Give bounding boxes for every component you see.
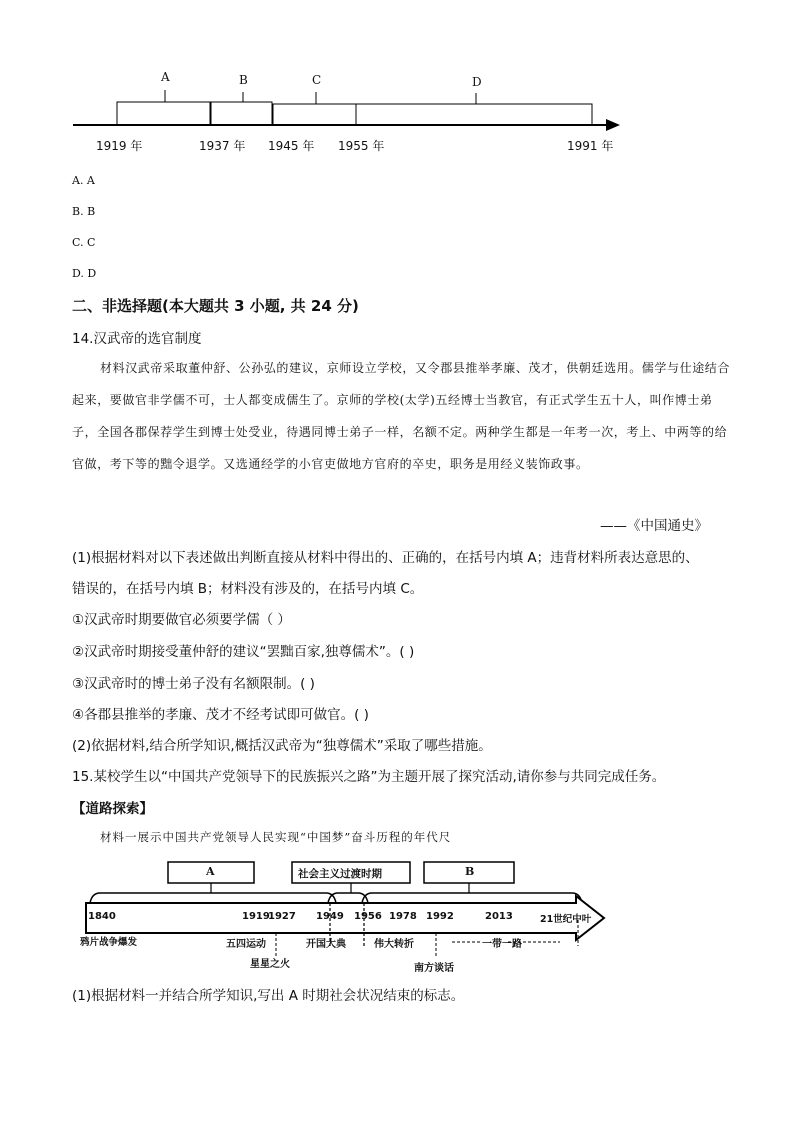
timeline-1-label-d: D [472,75,482,89]
timeline-2-event: 鸦片战争爆发 [80,937,138,948]
timeline-2-event: 开国大典 [306,939,346,950]
timeline-2-year: 1992 [426,911,454,922]
timeline-1-year: 1937 年 [199,139,246,153]
timeline-1-label-c: C [312,73,322,87]
timeline-2-year: 2013 [485,911,513,922]
q15-intro: 15.某校学生以“中国共产党领导下的民族振兴之路”为主题开展了探究活动,请你参与共同完成任务。 [72,769,666,785]
q15-material-title: 材料一展示中国共产党领导人民实现“中国梦”奋斗历程的年代尺 [100,830,452,844]
timeline-2-event: 伟大转折 [374,939,414,950]
timeline-2-event: 五四运动 [226,939,266,950]
timeline-2-year: 1840 [88,911,116,922]
q14-item: ①汉武帝时期要做官必须要学儒（ ） [72,612,291,628]
option-b: B. B [72,205,96,218]
q14-part1-line1: (1)根据材料对以下表述做出判断直接从材料中得出的、正确的，在括号内填 A；违背材料所表达意思的、 [72,550,699,566]
timeline-2-year: 1919 [242,911,270,922]
timeline-2-year: 21世纪中叶 [540,914,592,925]
q14-item: ③汉武帝时的博士弟子没有名额限制。( ) [72,676,315,692]
timeline-2-year: 1949 [316,911,344,922]
timeline-2-box-b: B [465,865,475,878]
timeline-1-year: 1991 年 [567,139,614,153]
q14-part1-line2: 错误的，在括号内填 B；材料没有涉及的，在括号内填 C。 [72,581,424,597]
timeline-2-box-a: A [206,865,215,878]
q14-material: 材料汉武帝采取董仲舒、公孙弘的建议，京师设立学校，又令郡县推举孝廉、茂才，供朝廷选用。儒学与仕途结合起来，要做官非学儒不可，士人都变成儒生了。京师的学校(太学)五经博士当教官，有正式学生五十人，叫作博士弟子，全国各郡保荐学生到博士处受业，待遇同博士弟子一样，名额不定。两种学生都是一年考一次，考上、中两等的给官做，考下等的黜令退学。又选通经学的小官吏做地方官府的卒史，职务是用经义装饰政事。 [72,361,731,471]
timeline-2-year: 1956 [354,911,382,922]
timeline-2-event: 南方谈话 [414,963,454,974]
timeline-1-label-a: A [161,70,170,84]
timeline-1-year: 1955 年 [338,139,385,153]
q14-source: ——《中国通史》 [600,518,708,534]
timeline-1-label-b: B [239,73,248,87]
q15-part1: (1)根据材料一并结合所学知识,写出 A 时期社会状况结束的标志。 [72,988,465,1004]
q14-item: ②汉武帝时期接受董仲舒的建议“罢黜百家,独尊儒术”。( ) [72,644,415,660]
section-title: 二、非选择题(本大题共 3 小题, 共 24 分) [72,297,359,315]
q14-part2: (2)依据材料,结合所学知识,概括汉武帝为“独尊儒术”采取了哪些措施。 [72,738,492,754]
timeline-2-year: 1927 [268,911,296,922]
timeline-1-year: 1919 年 [96,139,143,153]
q14-title: 14.汉武帝的选官制度 [72,331,202,347]
timeline-1-year: 1945 年 [268,139,315,153]
option-c: C. C [72,236,96,249]
timeline-2-box-mid: 社会主义过渡时期 [298,868,382,880]
q14-item: ④各郡县推举的孝廉、茂才不经考试即可做官。( ) [72,707,369,723]
option-a: A. A [72,174,95,187]
option-d: D. D [72,267,97,280]
q15-section: 【道路探索】 [72,801,153,817]
timeline-2-year: 1978 [389,911,417,922]
timeline-2-event: 星星之火 [250,959,290,970]
timeline-2-event: 一带一路 [482,939,522,950]
